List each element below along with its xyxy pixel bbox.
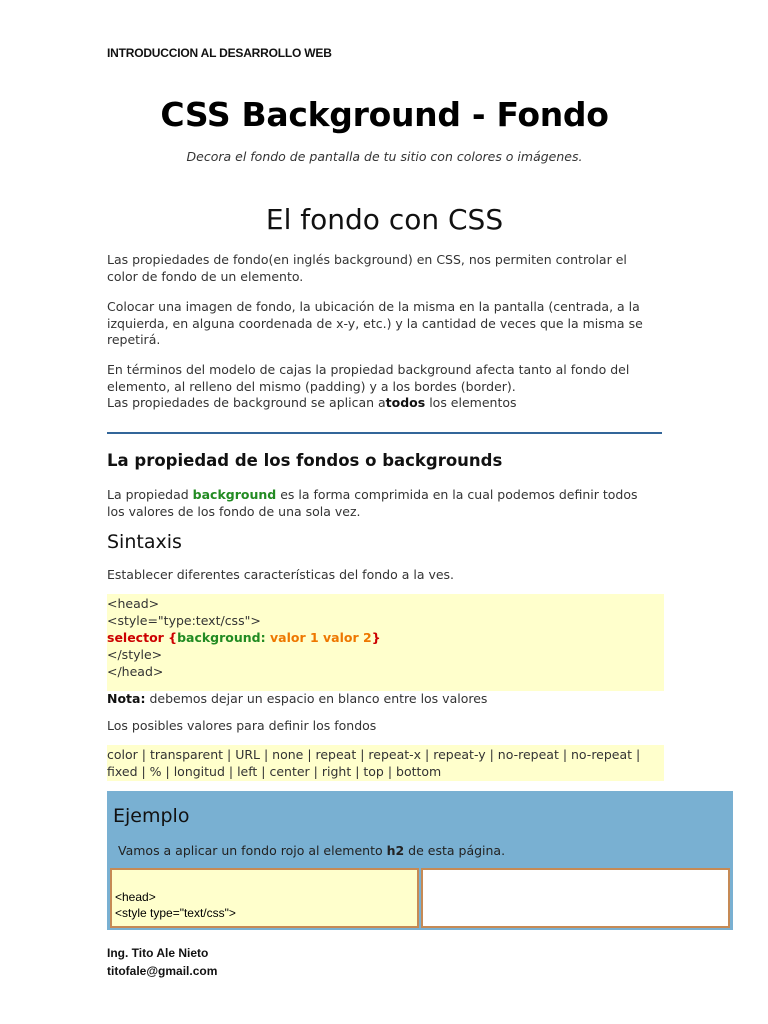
example-h2: h2 — [386, 843, 405, 858]
example-code-cell — [110, 868, 419, 928]
code-brace-open: { — [168, 630, 178, 645]
syntax-intro: Establecer diferentes características del fondo a la ves. — [107, 567, 455, 582]
bold-todos: todos — [385, 395, 426, 410]
author-email: titofale@gmail.com — [107, 964, 218, 978]
paragraph-intro: Las propiedades de fondo(en inglés background) en CSS, nos permiten controlar el color de fondo de un elemento. — [107, 252, 627, 284]
page-subtitle: Decora el fondo de pantalla de tu sitio con colores o imágenes. — [186, 149, 583, 164]
code-selector: selector — [107, 630, 169, 645]
values-list: color | transparent | URL | none | repeat | repeat-x | repeat-y | no-repeat | no-repeat | fixed | % | longitud | left | center | right | top | bottom — [107, 745, 664, 781]
code-line-head-close: </head> — [107, 664, 164, 679]
syntax-code-block — [107, 594, 664, 691]
syntax-heading: Sintaxis — [107, 531, 182, 553]
section-title: El fondo con CSS — [265, 203, 504, 236]
note-text: debemos dejar un espacio en blanco entre los valores — [145, 691, 488, 706]
footer — [107, 944, 217, 980]
box-model-text-2: Las propiedades de background se aplican a — [107, 395, 386, 410]
values-intro: Los posibles valores para definir los fondos — [107, 718, 377, 733]
note-label: Nota: — [107, 691, 146, 706]
code-value: valor 1 valor 2 — [265, 630, 372, 645]
property-text-post: es la forma comprimida en la cual podemos definir todos los valores de los fondo de una sola vez. — [107, 487, 638, 519]
example-title: Ejemplo — [113, 805, 190, 827]
code-line-style: <style="type:text/css"> — [107, 613, 261, 628]
example-code-line-head: <head> — [115, 890, 156, 904]
divider-rule — [107, 432, 662, 434]
example-code — [115, 890, 236, 921]
property-heading: La propiedad de los fondos o backgrounds — [107, 451, 503, 470]
example-result-cell — [421, 868, 730, 928]
author-name: Ing. Tito Ale Nieto — [107, 946, 209, 960]
paragraph-image: Colocar una imagen de fondo, la ubicación de la misma en la pantalla (centrada, a la izquierda, en alguna coordenada de x-y, etc.) y la cantidad de veces que la misma se repetirá. — [107, 299, 643, 347]
code-line-style-close: </style> — [107, 647, 163, 662]
example-description — [118, 843, 505, 858]
code-property: background: — [177, 630, 266, 645]
example-text-post: de esta página. — [404, 843, 506, 858]
property-text-pre: La propiedad — [107, 487, 193, 502]
background-keyword: background — [192, 487, 277, 502]
code-line-head: <head> — [107, 596, 160, 611]
box-model-text-3: los elementos — [425, 395, 517, 410]
example-code-line-style: <style type="text/css"> — [115, 905, 236, 920]
paragraph-box-model — [107, 362, 647, 412]
box-model-text: En términos del modelo de cajas la propiedad background afecta tanto al fondo del elemento, al relleno del mismo (padding) y a los bordes (border). — [107, 362, 630, 394]
page-title: CSS Background - Fondo — [160, 95, 609, 134]
code-brace-close: } — [371, 630, 381, 645]
code-line-rule — [107, 629, 664, 646]
course-header: INTRODUCCION AL DESARROLLO WEB — [107, 46, 332, 60]
note-line — [107, 691, 647, 708]
property-paragraph — [107, 487, 647, 520]
example-panel — [107, 791, 733, 930]
example-text-pre: Vamos a aplicar un fondo rojo al elemento — [118, 843, 387, 858]
